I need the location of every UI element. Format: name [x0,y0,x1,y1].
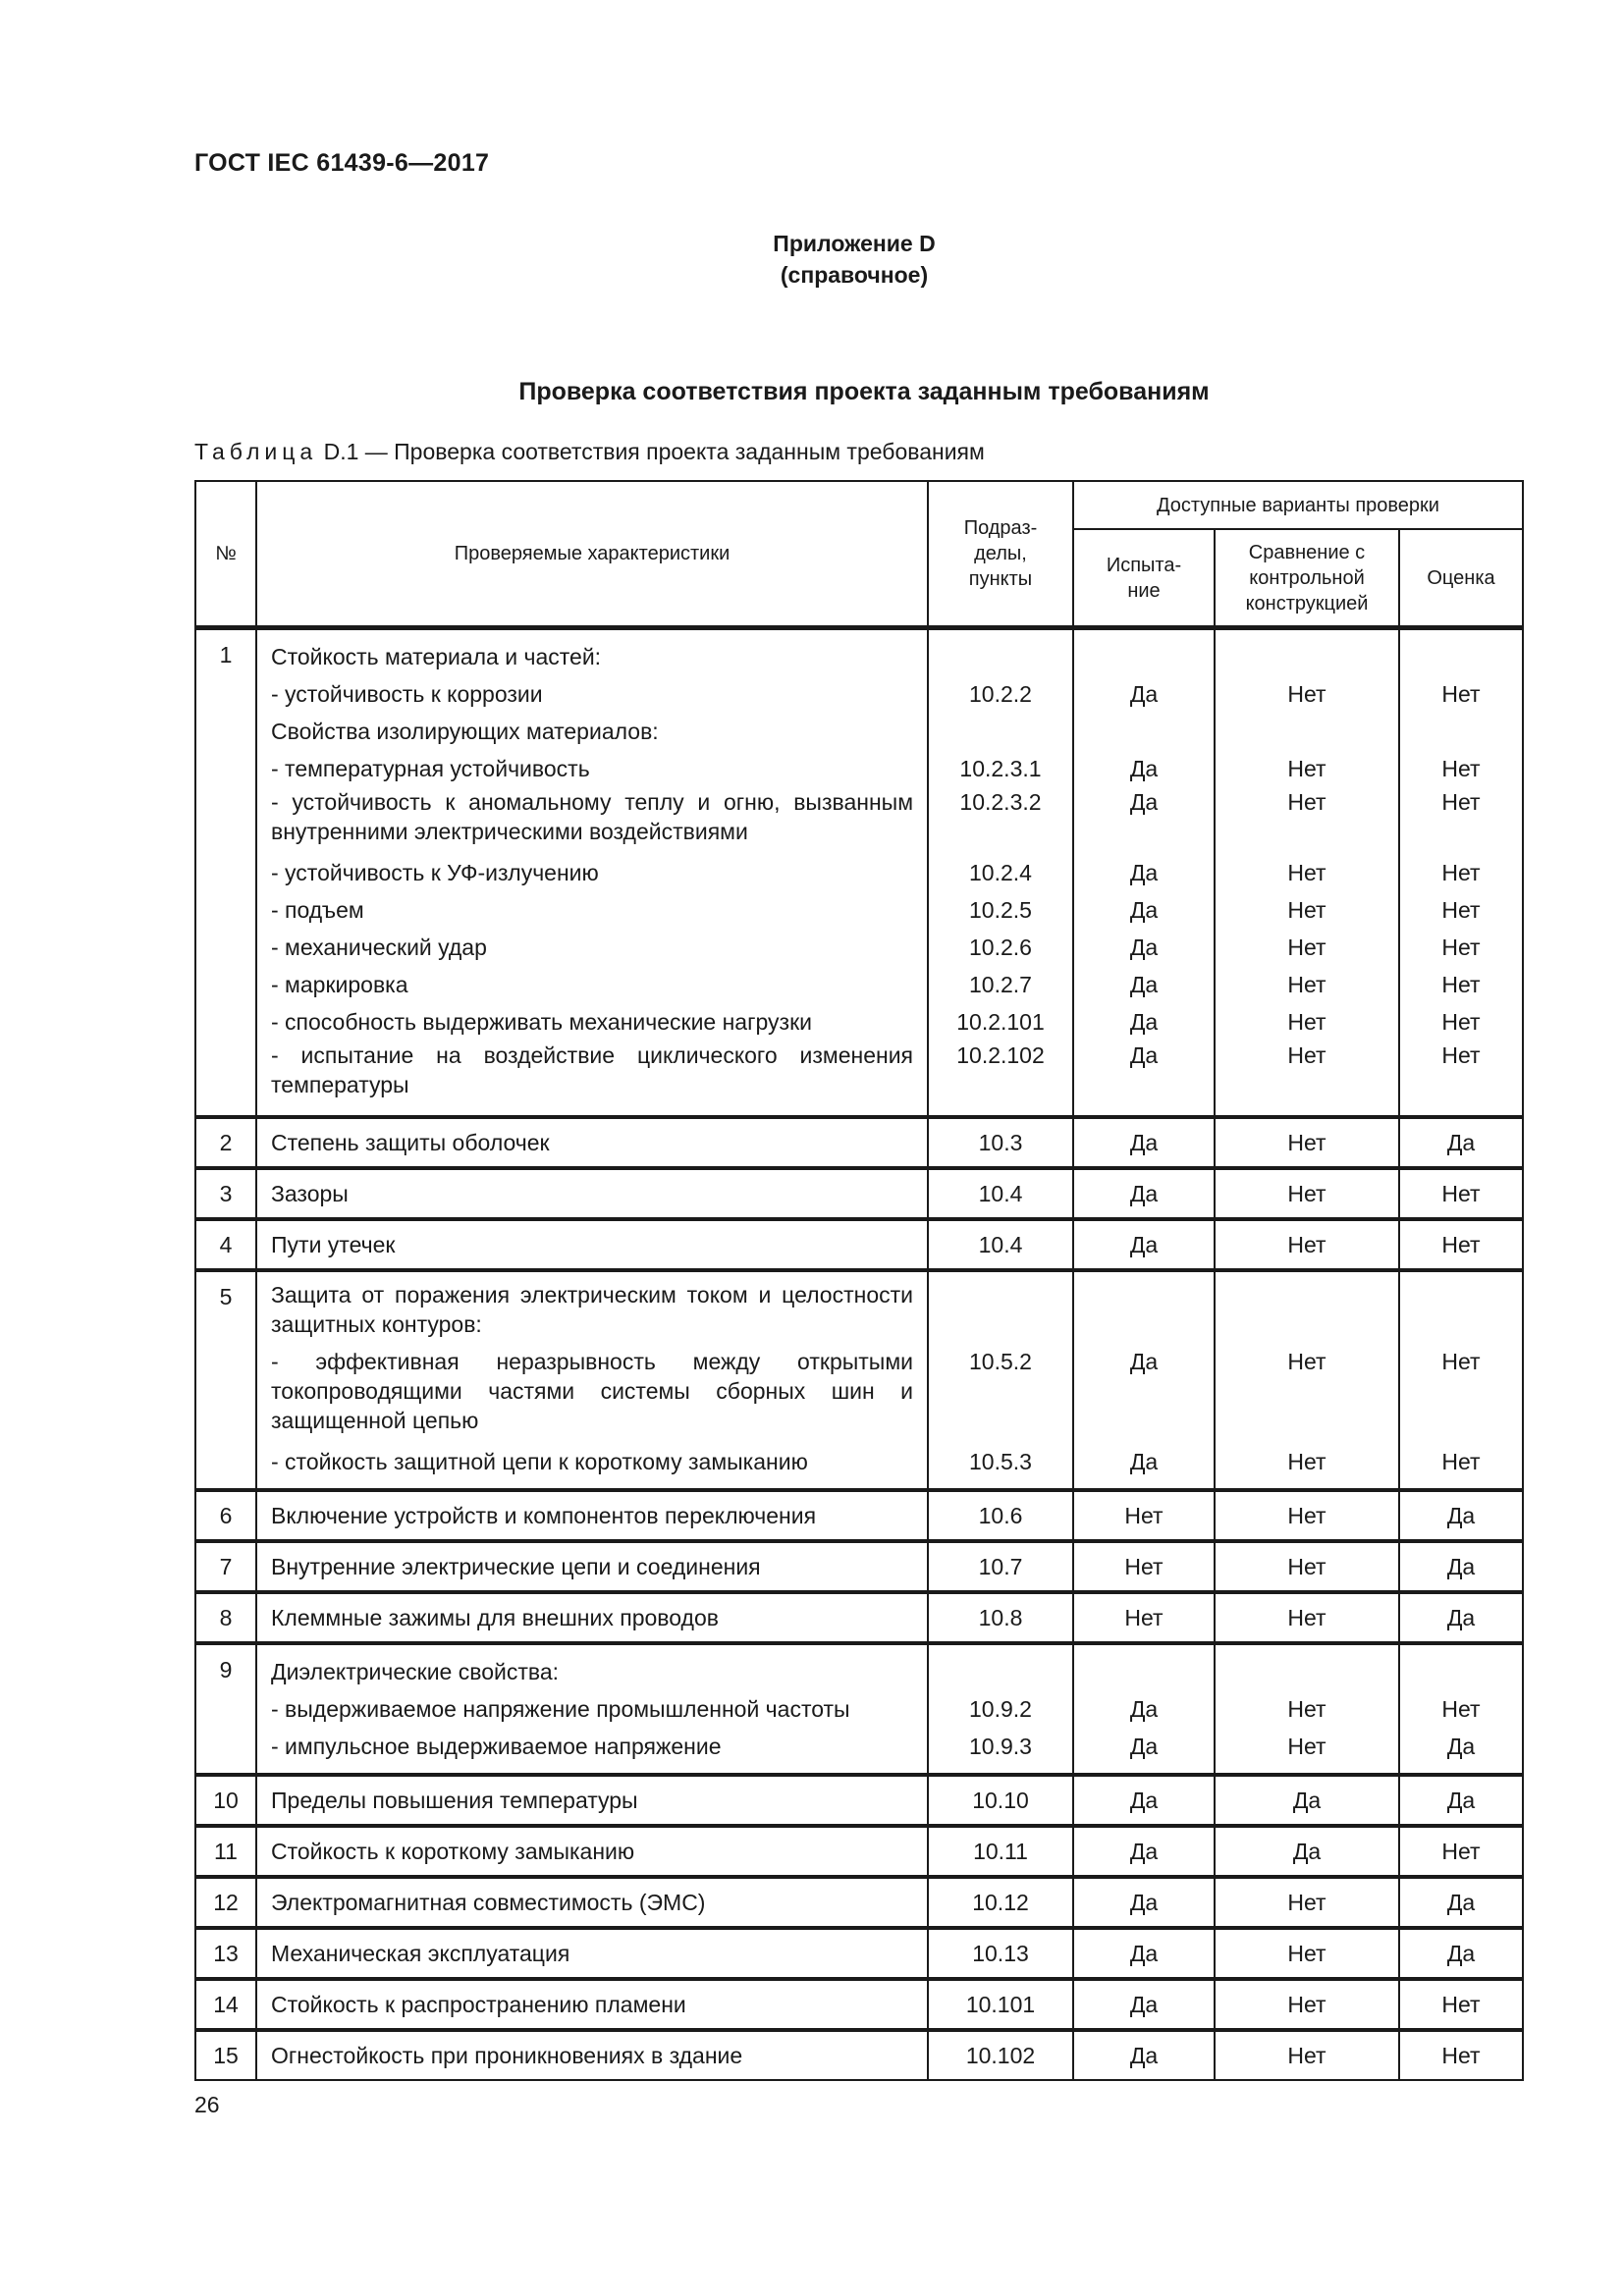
comparison-value [1216,1280,1398,1347]
row-number: 9 [195,1643,256,1775]
comparison-cell [1215,1270,1399,1490]
characteristic-line: - испытание на воздействие циклического изменения температуры [271,1042,913,1097]
row-number: 2 [195,1117,256,1168]
comparison-cell [1215,1168,1399,1219]
table-row [195,1592,1523,1643]
assessment-value: Нет [1441,1181,1481,1206]
test-value: Да [1129,1788,1159,1813]
table-row [195,628,1523,1118]
page-number: 26 [194,2092,220,2117]
assessment-value: Нет [1441,1042,1481,1068]
clause-value: 10.7 [978,1554,1023,1579]
test-value: Нет [1124,1554,1164,1579]
row-number: 8 [195,1592,256,1643]
characteristic-line: Диэлектрические свойства: [271,1659,560,1684]
clause-cell [928,1877,1073,1928]
test-cell [1073,1643,1215,1775]
characteristic-line: Включение устройств и компонентов переключения [271,1503,817,1528]
verification-table [194,480,1524,2081]
test-value: Да [1129,1042,1159,1068]
row-number: 11 [195,1826,256,1877]
clause-value: 10.2.5 [969,897,1032,923]
comparison-value: Нет [1287,1554,1326,1579]
clause-value: 10.2.3.2 [959,789,1042,815]
clause-value: 10.11 [973,1839,1028,1864]
characteristic-cell [256,1270,928,1490]
clause-value: 10.5.2 [969,1349,1032,1374]
assessment-value: Нет [1441,789,1481,815]
comparison-value: Нет [1287,1449,1326,1474]
table-row [195,1219,1523,1270]
comparison-cell [1215,628,1399,1118]
header-verification-options: Доступные варианты проверки [1073,481,1523,529]
characteristic-line: - подъем [271,897,364,923]
clause-value [929,638,1072,675]
clause-cell [928,1643,1073,1775]
table-body [195,628,1523,2081]
clause-value: 10.6 [978,1503,1023,1528]
table-row [195,1928,1523,1979]
comparison-cell [1215,1219,1399,1270]
comparison-value: Нет [1287,1009,1326,1035]
comparison-cell [1215,1592,1399,1643]
table-row [195,1826,1523,1877]
assessment-cell [1399,1979,1523,2030]
comparison-value: Нет [1287,1992,1326,2017]
comparison-value: Нет [1287,1181,1326,1206]
row-number: 13 [195,1928,256,1979]
assessment-value [1400,638,1522,675]
test-value [1074,1280,1214,1347]
assessment-value: Нет [1441,756,1481,781]
assessment-value: Нет [1441,2043,1481,2068]
clause-value: 10.101 [965,1992,1036,2017]
clause-value: 10.2.3.1 [959,756,1042,781]
test-value: Да [1129,860,1159,885]
comparison-value: Нет [1287,1941,1326,1966]
clause-cell [928,1775,1073,1826]
test-cell [1073,1928,1215,1979]
characteristic-line: Механическая эксплуатация [271,1941,570,1966]
assessment-value: Да [1446,1605,1476,1630]
assessment-value: Нет [1441,1349,1481,1374]
test-value: Да [1129,972,1159,997]
table-caption-label: Таблица [194,439,318,464]
assessment-cell [1399,1117,1523,1168]
clause-cell [928,1979,1073,2030]
clause-value: 10.3 [978,1130,1023,1155]
characteristic-line: Внутренние электрические цепи и соединения [271,1554,761,1579]
characteristic-line: - механический удар [271,934,487,960]
characteristic-line: Клеммные зажимы для внешних проводов [271,1605,719,1630]
assessment-value: Нет [1441,1449,1481,1474]
test-value: Нет [1124,1605,1164,1630]
assessment-cell [1399,1826,1523,1877]
comparison-value: Нет [1287,1503,1326,1528]
clause-cell [928,1270,1073,1490]
characteristic-cell [256,1592,928,1643]
table-row [195,1877,1523,1928]
comparison-value: Да [1292,1788,1322,1813]
table-row [195,2030,1523,2080]
clause-value: 10.5.3 [969,1449,1032,1474]
assessment-cell [1399,1643,1523,1775]
row-number: 7 [195,1541,256,1592]
comparison-cell [1215,1775,1399,1826]
comparison-value [1216,638,1398,675]
test-value: Да [1129,1449,1159,1474]
test-value: Да [1129,934,1159,960]
comparison-value: Нет [1287,860,1326,885]
assessment-value: Нет [1441,934,1481,960]
characteristic-line: - устойчивость к аномальному теплу и огню, вызванным внутренними электрическими воздействиями [271,789,913,844]
table-row [195,1541,1523,1592]
test-cell [1073,1826,1215,1877]
test-value: Да [1129,1009,1159,1035]
assessment-cell [1399,1270,1523,1490]
test-cell [1073,628,1215,1118]
assessment-value: Нет [1441,897,1481,923]
characteristic-cell [256,1219,928,1270]
clause-value: 10.2.102 [956,1042,1045,1068]
assessment-cell [1399,1928,1523,1979]
comparison-value: Нет [1287,1605,1326,1630]
clause-cell [928,1117,1073,1168]
row-number: 5 [195,1270,256,1490]
comparison-value: Нет [1287,789,1326,815]
comparison-cell [1215,1877,1399,1928]
characteristic-cell [256,1979,928,2030]
row-number: 14 [195,1979,256,2030]
comparison-value: Нет [1287,1130,1326,1155]
characteristic-cell [256,1168,928,1219]
test-value: Да [1129,2043,1159,2068]
comparison-cell [1215,1826,1399,1877]
clause-value: 10.9.2 [969,1696,1032,1722]
clause-value: 10.2.101 [956,1009,1045,1035]
clause-value: 10.8 [978,1605,1023,1630]
test-value: Да [1129,897,1159,923]
table-row [195,1775,1523,1826]
clause-value: 10.2.6 [969,934,1032,960]
characteristic-cell [256,2030,928,2080]
header-test: Испыта-ние [1073,529,1215,628]
row-number: 1 [195,628,256,1118]
characteristic-line: Степень защиты оболочек [271,1130,550,1155]
clause-cell [928,628,1073,1118]
table-row [195,1490,1523,1541]
table-row [195,1270,1523,1490]
assessment-value: Нет [1441,972,1481,997]
assessment-value: Нет [1441,860,1481,885]
characteristic-line: - эффективная неразрывность между открытыми токопроводящими частями системы сборных шин и защищенной цепью [271,1349,913,1433]
characteristic-cell [256,1775,928,1826]
clause-value [929,1280,1072,1347]
assessment-value: Да [1446,1130,1476,1155]
clause-value: 10.12 [972,1890,1029,1915]
assessment-value: Да [1446,1941,1476,1966]
characteristic-cell [256,628,928,1118]
characteristic-line: - температурная устойчивость [271,756,590,781]
clause-cell [928,1592,1073,1643]
comparison-value [1216,1653,1398,1690]
comparison-cell [1215,1490,1399,1541]
clause-value: 10.2.4 [969,860,1032,885]
characteristic-line: Защита от поражения электрическим током и целостности защитных контуров: [271,1282,913,1337]
test-cell [1073,1490,1215,1541]
test-value: Да [1129,1941,1159,1966]
comparison-value: Нет [1287,1349,1326,1374]
test-value: Да [1129,1232,1159,1257]
characteristic-line: - устойчивость к УФ-излучению [271,860,599,885]
comparison-value: Нет [1287,681,1326,707]
comparison-cell [1215,1979,1399,2030]
assessment-cell [1399,1592,1523,1643]
assessment-cell [1399,1219,1523,1270]
clause-value: 10.4 [978,1232,1023,1257]
comparison-value: Нет [1287,1696,1326,1722]
assessment-value: Да [1446,1503,1476,1528]
characteristic-cell [256,1541,928,1592]
table-caption [194,439,985,465]
test-cell [1073,1219,1215,1270]
document-code: ГОСТ IEC 61439-6—2017 [194,149,490,177]
table-row [195,1117,1523,1168]
header-comparison: Сравнение с контрольной конструкцией [1215,529,1399,628]
header-assessment: Оценка [1399,529,1523,628]
characteristic-line: Стойкость к короткому замыканию [271,1839,635,1864]
clause-cell [928,1168,1073,1219]
comparison-cell [1215,1117,1399,1168]
characteristic-line: - импульсное выдерживаемое напряжение [271,1734,722,1759]
characteristic-cell [256,1490,928,1541]
comparison-cell [1215,1928,1399,1979]
test-value: Да [1129,1181,1159,1206]
test-value: Да [1129,1349,1159,1374]
comparison-value: Нет [1287,1734,1326,1759]
characteristic-line: - выдерживаемое напряжение промышленной частоты [271,1696,850,1722]
table-header [195,481,1523,628]
test-cell [1073,1168,1215,1219]
row-number: 15 [195,2030,256,2080]
characteristic-line: Стойкость к распространению пламени [271,1992,686,2017]
clause-value [929,713,1072,750]
test-value: Да [1129,1734,1159,1759]
comparison-value: Нет [1287,2043,1326,2068]
assessment-value: Нет [1441,1992,1481,2017]
annex-heading [0,228,1624,291]
characteristic-cell [256,1928,928,1979]
characteristic-line: - способность выдерживать механические нагрузки [271,1009,812,1035]
assessment-value: Нет [1441,1009,1481,1035]
table-row [195,1979,1523,2030]
characteristic-cell [256,1643,928,1775]
assessment-value: Да [1446,1734,1476,1759]
assessment-value: Да [1446,1554,1476,1579]
clause-value: 10.102 [965,2043,1036,2068]
comparison-value: Нет [1287,1042,1326,1068]
assessment-value [1400,1280,1522,1347]
test-value: Да [1129,1890,1159,1915]
assessment-cell [1399,1541,1523,1592]
annex-kind: (справочное) [780,262,929,288]
table-caption-number: D.1 [323,439,359,464]
characteristic-line: - устойчивость к коррозии [271,681,543,707]
test-cell [1073,1541,1215,1592]
assessment-value: Нет [1441,1696,1481,1722]
row-number: 6 [195,1490,256,1541]
characteristic-line: Стойкость материала и частей: [271,644,602,669]
header-characteristic: Проверяемые характеристики [256,481,928,628]
test-value: Нет [1124,1503,1164,1528]
characteristic-line: Пути утечек [271,1232,396,1257]
test-value: Да [1129,1839,1159,1864]
test-value: Да [1129,756,1159,781]
header-clause: Подраз-делы, пункты [928,481,1073,628]
characteristic-cell [256,1877,928,1928]
clause-value: 10.10 [972,1788,1029,1813]
clause-value: 10.2.7 [969,972,1032,997]
assessment-cell [1399,628,1523,1118]
comparison-cell [1215,2030,1399,2080]
test-value: Да [1129,1992,1159,2017]
characteristic-cell [256,1117,928,1168]
test-cell [1073,1270,1215,1490]
table-row [195,1643,1523,1775]
test-value: Да [1129,1696,1159,1722]
assessment-cell [1399,1490,1523,1541]
assessment-value [1400,1653,1522,1690]
comparison-cell [1215,1541,1399,1592]
characteristic-line: Электромагнитная совместимость (ЭМС) [271,1890,706,1915]
clause-cell [928,2030,1073,2080]
assessment-value: Нет [1441,1839,1481,1864]
test-cell [1073,1592,1215,1643]
clause-cell [928,1490,1073,1541]
assessment-cell [1399,1168,1523,1219]
comparison-value: Нет [1287,756,1326,781]
characteristic-line: - маркировка [271,972,408,997]
comparison-value: Да [1292,1839,1322,1864]
annex-title: Приложение D [773,231,936,256]
assessment-value: Да [1446,1890,1476,1915]
comparison-cell [1215,1643,1399,1775]
test-value: Да [1129,789,1159,815]
assessment-cell [1399,1775,1523,1826]
comparison-value: Нет [1287,1890,1326,1915]
test-value: Да [1129,1130,1159,1155]
characteristic-line: - стойкость защитной цепи к короткому замыканию [271,1449,808,1474]
clause-cell [928,1826,1073,1877]
clause-cell [928,1219,1073,1270]
assessment-cell [1399,2030,1523,2080]
comparison-value: Нет [1287,897,1326,923]
comparison-value: Нет [1287,1232,1326,1257]
assessment-value [1400,713,1522,750]
row-number: 12 [195,1877,256,1928]
clause-value: 10.9.3 [969,1734,1032,1759]
test-cell [1073,2030,1215,2080]
test-value [1074,713,1214,750]
table-row [195,1168,1523,1219]
characteristic-cell [256,1826,928,1877]
header-no: № [195,481,256,628]
comparison-value: Нет [1287,972,1326,997]
clause-value: 10.13 [972,1941,1029,1966]
comparison-value [1216,713,1398,750]
test-value: Да [1129,681,1159,707]
characteristic-line: Пределы повышения температуры [271,1788,638,1813]
characteristic-line: Свойства изолирующих материалов: [271,719,659,744]
clause-cell [928,1928,1073,1979]
test-cell [1073,1775,1215,1826]
clause-cell [928,1541,1073,1592]
clause-value [929,1653,1072,1690]
characteristic-line: Зазоры [271,1181,349,1206]
clause-value: 10.4 [978,1181,1023,1206]
test-cell [1073,1877,1215,1928]
test-value [1074,638,1214,675]
row-number: 4 [195,1219,256,1270]
assessment-value: Да [1446,1788,1476,1813]
table-caption-text: — Проверка соответствия проекта заданным требованиям [358,439,985,464]
section-title: Проверка соответствия проекта заданным требованиям [518,378,1210,405]
assessment-cell [1399,1877,1523,1928]
row-number: 10 [195,1775,256,1826]
test-cell [1073,1979,1215,2030]
comparison-value: Нет [1287,934,1326,960]
clause-value: 10.2.2 [969,681,1032,707]
assessment-value: Нет [1441,681,1481,707]
test-value [1074,1653,1214,1690]
characteristic-line: Огнестойкость при проникновениях в здание [271,2043,743,2068]
test-cell [1073,1117,1215,1168]
assessment-value: Нет [1441,1232,1481,1257]
row-number: 3 [195,1168,256,1219]
